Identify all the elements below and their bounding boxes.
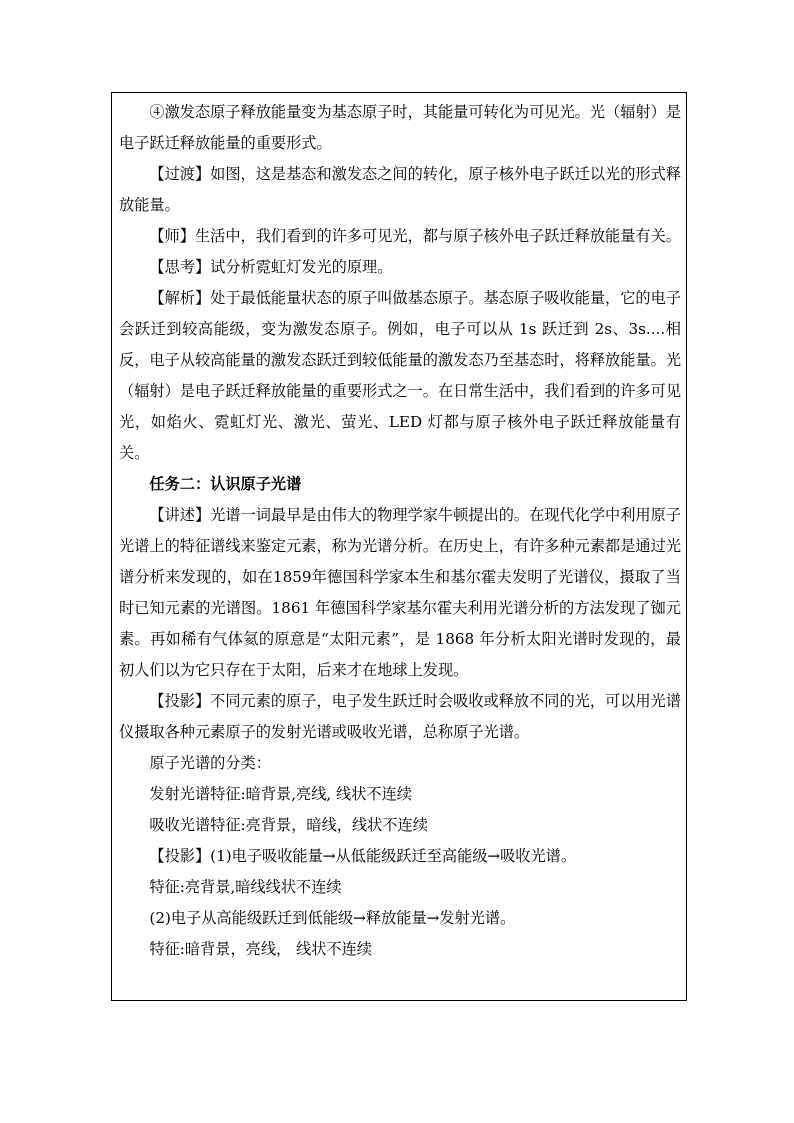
task-two-heading: 任务二：认识原子光谱 <box>149 475 302 493</box>
paragraph-projection-1: 【投影】不同元素的原子，电子发生跃迁时会吸收或释放不同的光，可以用光谱仪摄取各种元素原子的发射光谱或吸收光谱，总称原子光谱。 <box>119 692 681 741</box>
paragraph-lecture: 【讲述】光谱一词最早是由伟大的物理学家牛顿提出的。在现代化学中利用原子光谱上的特征谱线来鉴定元素，称为光谱分析。在历史上，有许多种元素都是通过光谱分析来发现的，如在1859年德国科学家本生和基尔霍夫发明了光谱仪，摄取了当时已知元素的光谱图。1861 年德国科学家基尔霍夫利用光谱分析的方法发现了铷元素。再如稀有气体氦的原意是“太阳元素”，是 1868 年分析太阳光谱时发现的，最初人们以为它只存在于太阳，后来才在地球上发现。 <box>119 506 681 679</box>
paragraph-absorption-feature: 吸收光谱特征:亮背景，暗线，线状不连续 <box>149 816 428 834</box>
paragraph-projection-2: 【投影】(1)电子吸收能量→从低能级跃迁至高能级→吸收光谱。 <box>149 847 577 865</box>
paragraph-excited-state-release: ④激发态原子释放能量变为基态原子时，其能量可转化为可见光。光（辐射）是电子跃迁释放能量的重要形式。 <box>119 103 681 152</box>
paragraph-spectrum-classification: 原子光谱的分类： <box>149 754 271 772</box>
paragraph-feature-absorption: 特征:亮背景,暗线线状不连续 <box>149 878 342 896</box>
paragraph-transition: 【过渡】如图，这是基态和激发态之间的转化，原子核外电子跃迁以光的形式释放能量。 <box>119 165 681 214</box>
paragraph-think: 【思考】试分析霓虹灯发光的原理。 <box>149 258 393 276</box>
paragraph-feature-emission: 特征:暗背景，亮线， 线状不连续 <box>149 940 372 958</box>
document-body <box>119 97 681 965</box>
paragraph-analysis: 【解析】处于最低能量状态的原子叫做基态原子。基态原子吸收能量，它的电子会跃迁到较高能级，变为激发态原子。例如，电子可以从 1s 跃迁到 2s、3s....相反，电子从较高能量的激发态跃迁到较低能量的激发态乃至基态时，将释放能量。光（辐射）是电子跃迁释放能量的重要形式之一。在日常生活中，我们看到的许多可见光，如焰火、霓虹灯光、激光、萤光、LED 灯都与原子核外电子跃迁释放能量有关。 <box>119 289 681 462</box>
paragraph-emission-feature: 发射光谱特征:暗背景,亮线, 线状不连续 <box>149 785 412 803</box>
paragraph-teacher: 【师】生活中，我们看到的许多可见光，都与原子核外电子跃迁释放能量有关。 <box>149 227 681 245</box>
paragraph-emission-process: (2)电子从高能级跃迁到低能级→释放能量→发射光谱。 <box>149 909 516 927</box>
